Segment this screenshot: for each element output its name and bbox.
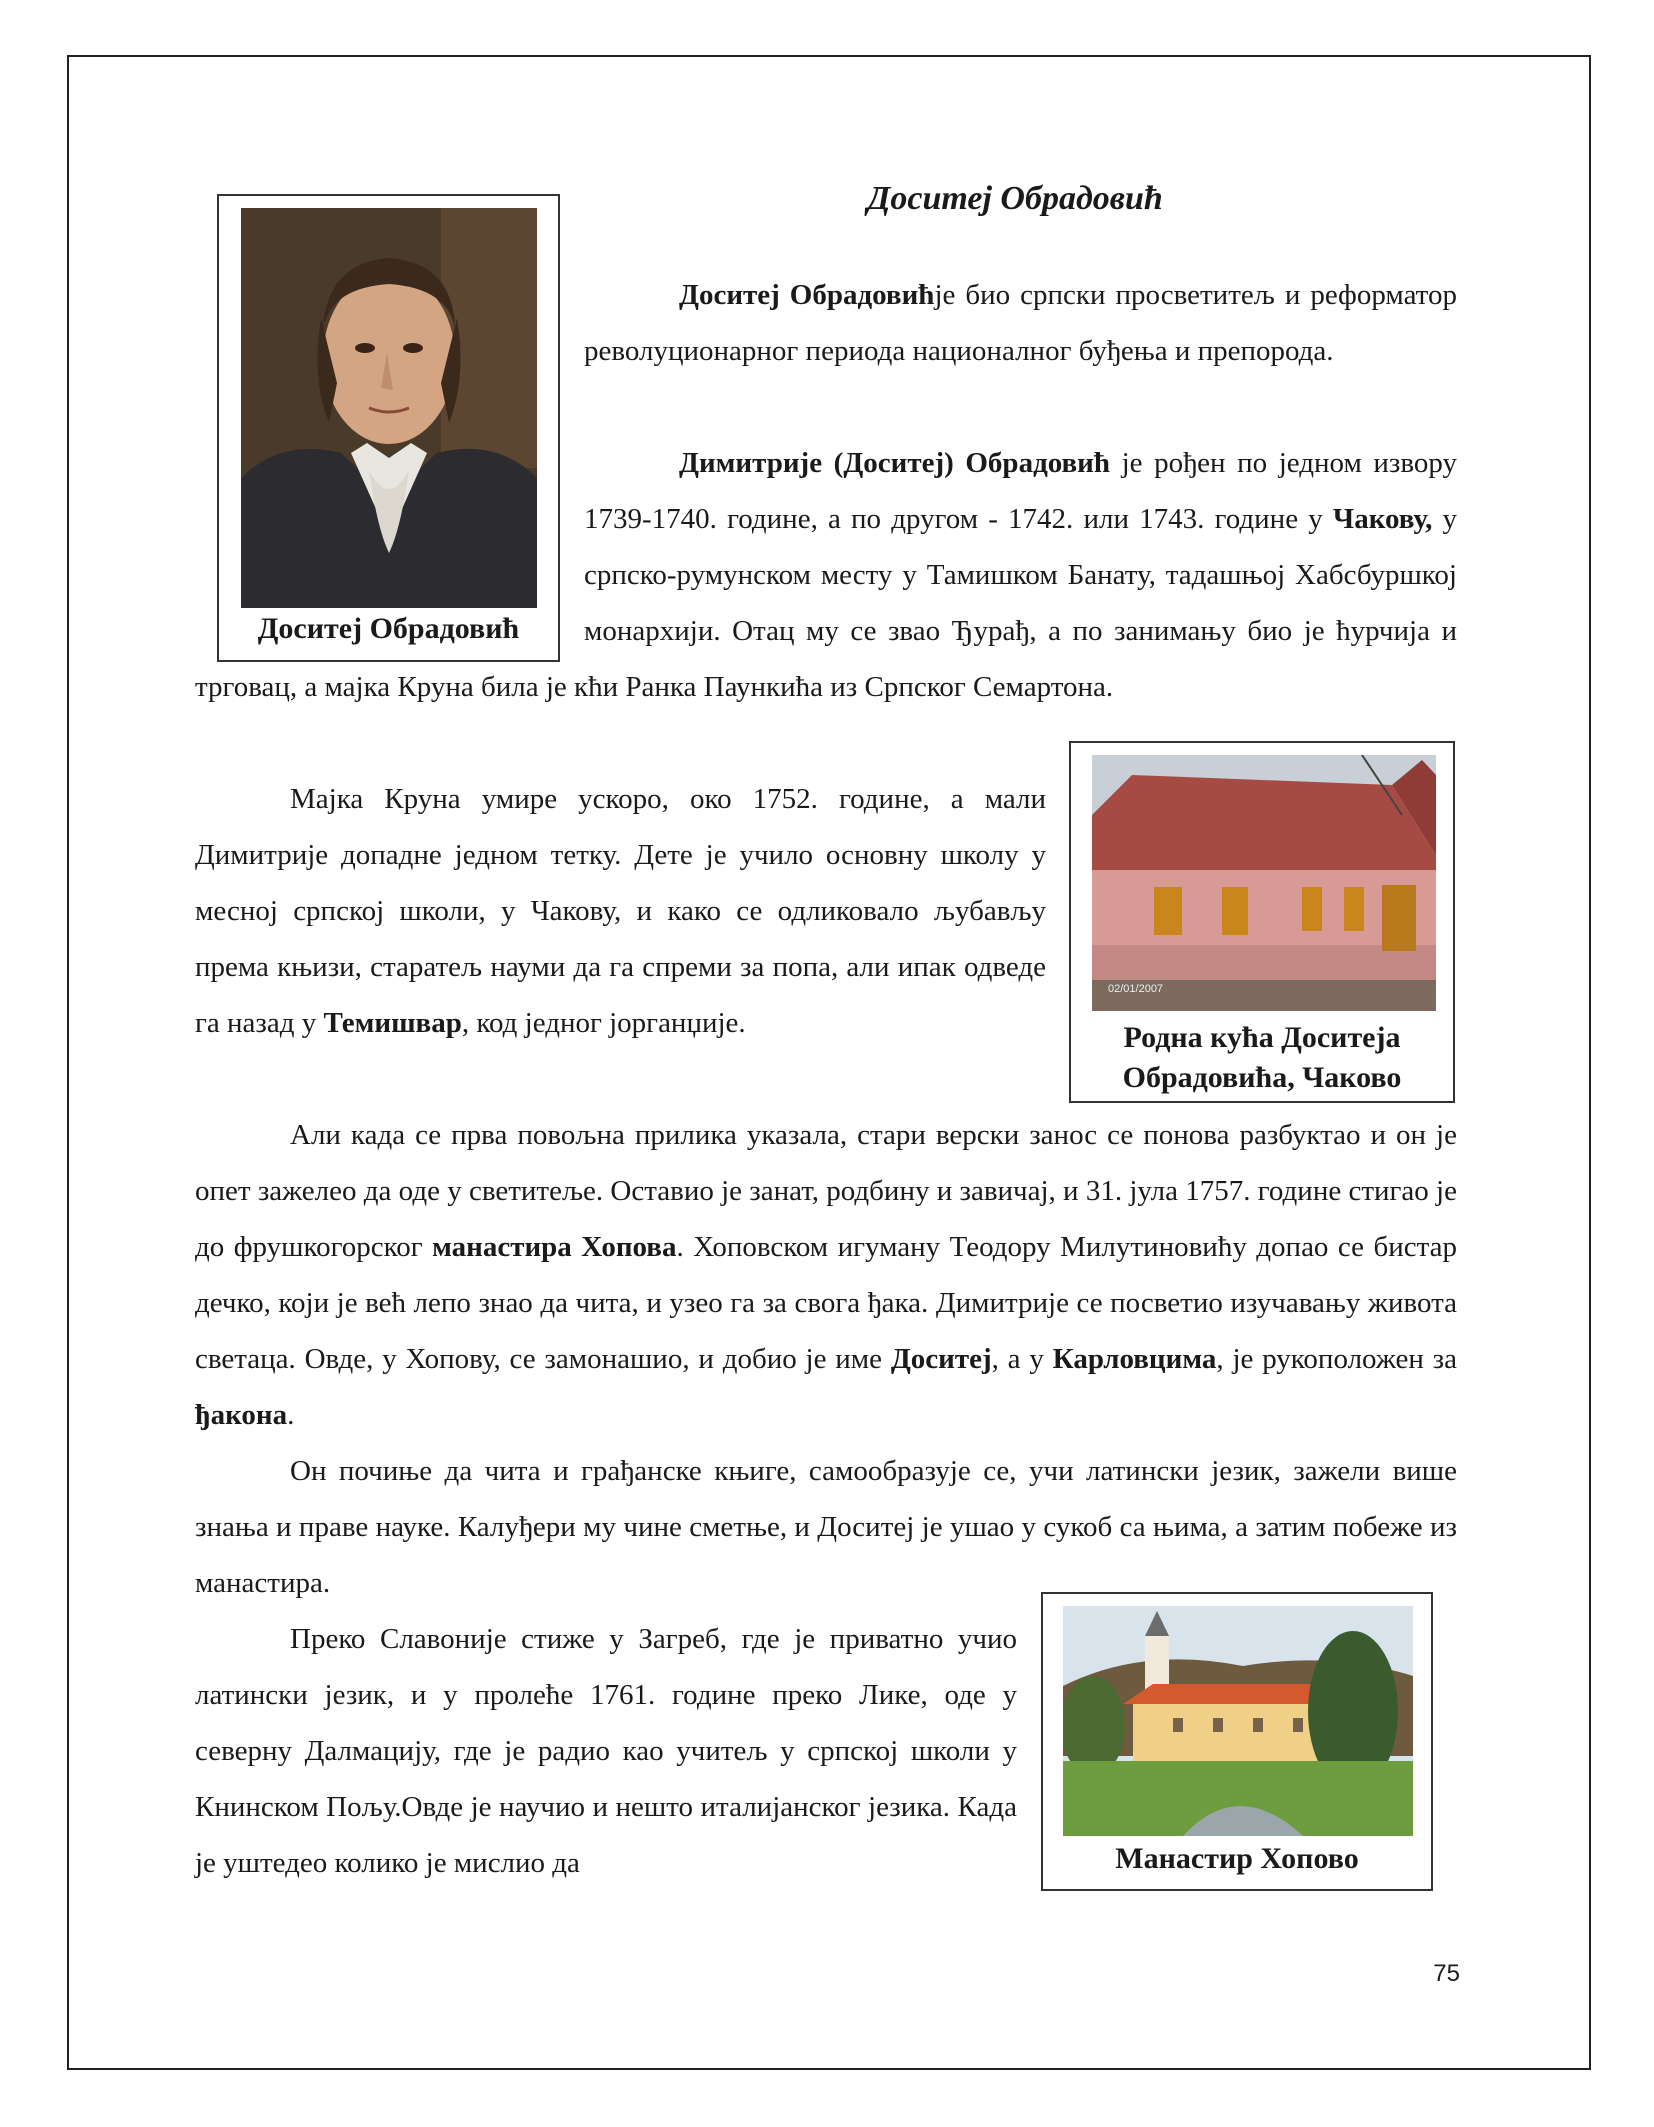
birth-house-caption-line1: Родна кућа Доситеја bbox=[1123, 1021, 1401, 1054]
paragraph-2: Димитрије (Доситеј) Обрадовић је рођен по једном извору 1739-1740. године, а по другом - 1742. или 1743. године у Чакову, у српско-румунском месту у Тамишком Банату, тадашњој Хабсбуршкој монархији. Отац му се звао Ђурађ, а по занимању био је ћурчија и трговац, а мајка Круна била је кћи Ранка Паункића из Српског Семартона. bbox=[195, 435, 1457, 715]
bold-name: Доситеј Обрадовић bbox=[679, 279, 935, 311]
birth-house-image bbox=[1092, 755, 1436, 1011]
page-number: 75 bbox=[1433, 1960, 1460, 1987]
paragraph-1: Доситеј Обрадовићје био српски просветитељ и реформатор револуционарног периода националног буђења и препорода. bbox=[584, 279, 1457, 367]
monastery-image bbox=[1063, 1606, 1413, 1836]
birth-house-figure bbox=[1069, 741, 1455, 1103]
paragraph-6: Преко Славоније стиже у Загреб, где је приватно учио латински језик, и у пролеће 1761. године преко Лике, оде у северну Далмацију, где је радио као учитељ у српској школи у Книнском Пољу.Овде је научио и нешто италијанског језика. Када је уштедео колико је мислио да bbox=[195, 1623, 1017, 1879]
paragraph-5: Он почиње да чита и грађанске књиге, самообразује се, учи латински језик, зажели више знања и праве науке. Калуђери му чине сметње, и Доситеј је ушао у сукоб са њима, а затим побеже из манастира. bbox=[195, 1455, 1457, 1599]
monastery-figure bbox=[1041, 1592, 1433, 1891]
portrait-float-spacer bbox=[195, 435, 584, 659]
paragraph-3: Мајка Круна умире ускоро, око 1752. године, а мали Димитрије допадне једном тетку. Дете је учило основну школу у месној српској школи, у Чакову, и како се одликовало љубављу према књизи, старатељ науми да га спреми за попа, али ипак одведе га назад у Темишвар, код једног јорганџије. bbox=[195, 783, 1046, 1039]
page-title: Доситеј Обрадовић bbox=[867, 180, 1163, 217]
monastery-caption: Манастир Хопово bbox=[1115, 1842, 1359, 1875]
birth-house-caption-line2: Обрадовића, Чаково bbox=[1122, 1061, 1402, 1094]
paragraph-4: Али када се прва повољна прилика указала, стари верски занос се понова разбуктао и он је опет зажелео да оде у светитеље. Оставио је занат, родбину и завичај, и 31. јула 1757. године стигао је до фрушкогорског манастира Хопова. Хоповском игуману Теодору Милутиновићу допао се бистар дечко, који је већ лепо знао да чита, и узео га за свога ђака. Димитрије се посветио изучавању живота светаца. Овде, у Хопову, се замонашио, и добио је име Доситеј, а у Карловцима, је рукоположен за ђакона. bbox=[195, 1119, 1458, 1431]
portrait-caption: Доситеј Обрадовић bbox=[257, 612, 520, 645]
photo-date-stamp: 02/01/2007 bbox=[1108, 983, 1164, 995]
